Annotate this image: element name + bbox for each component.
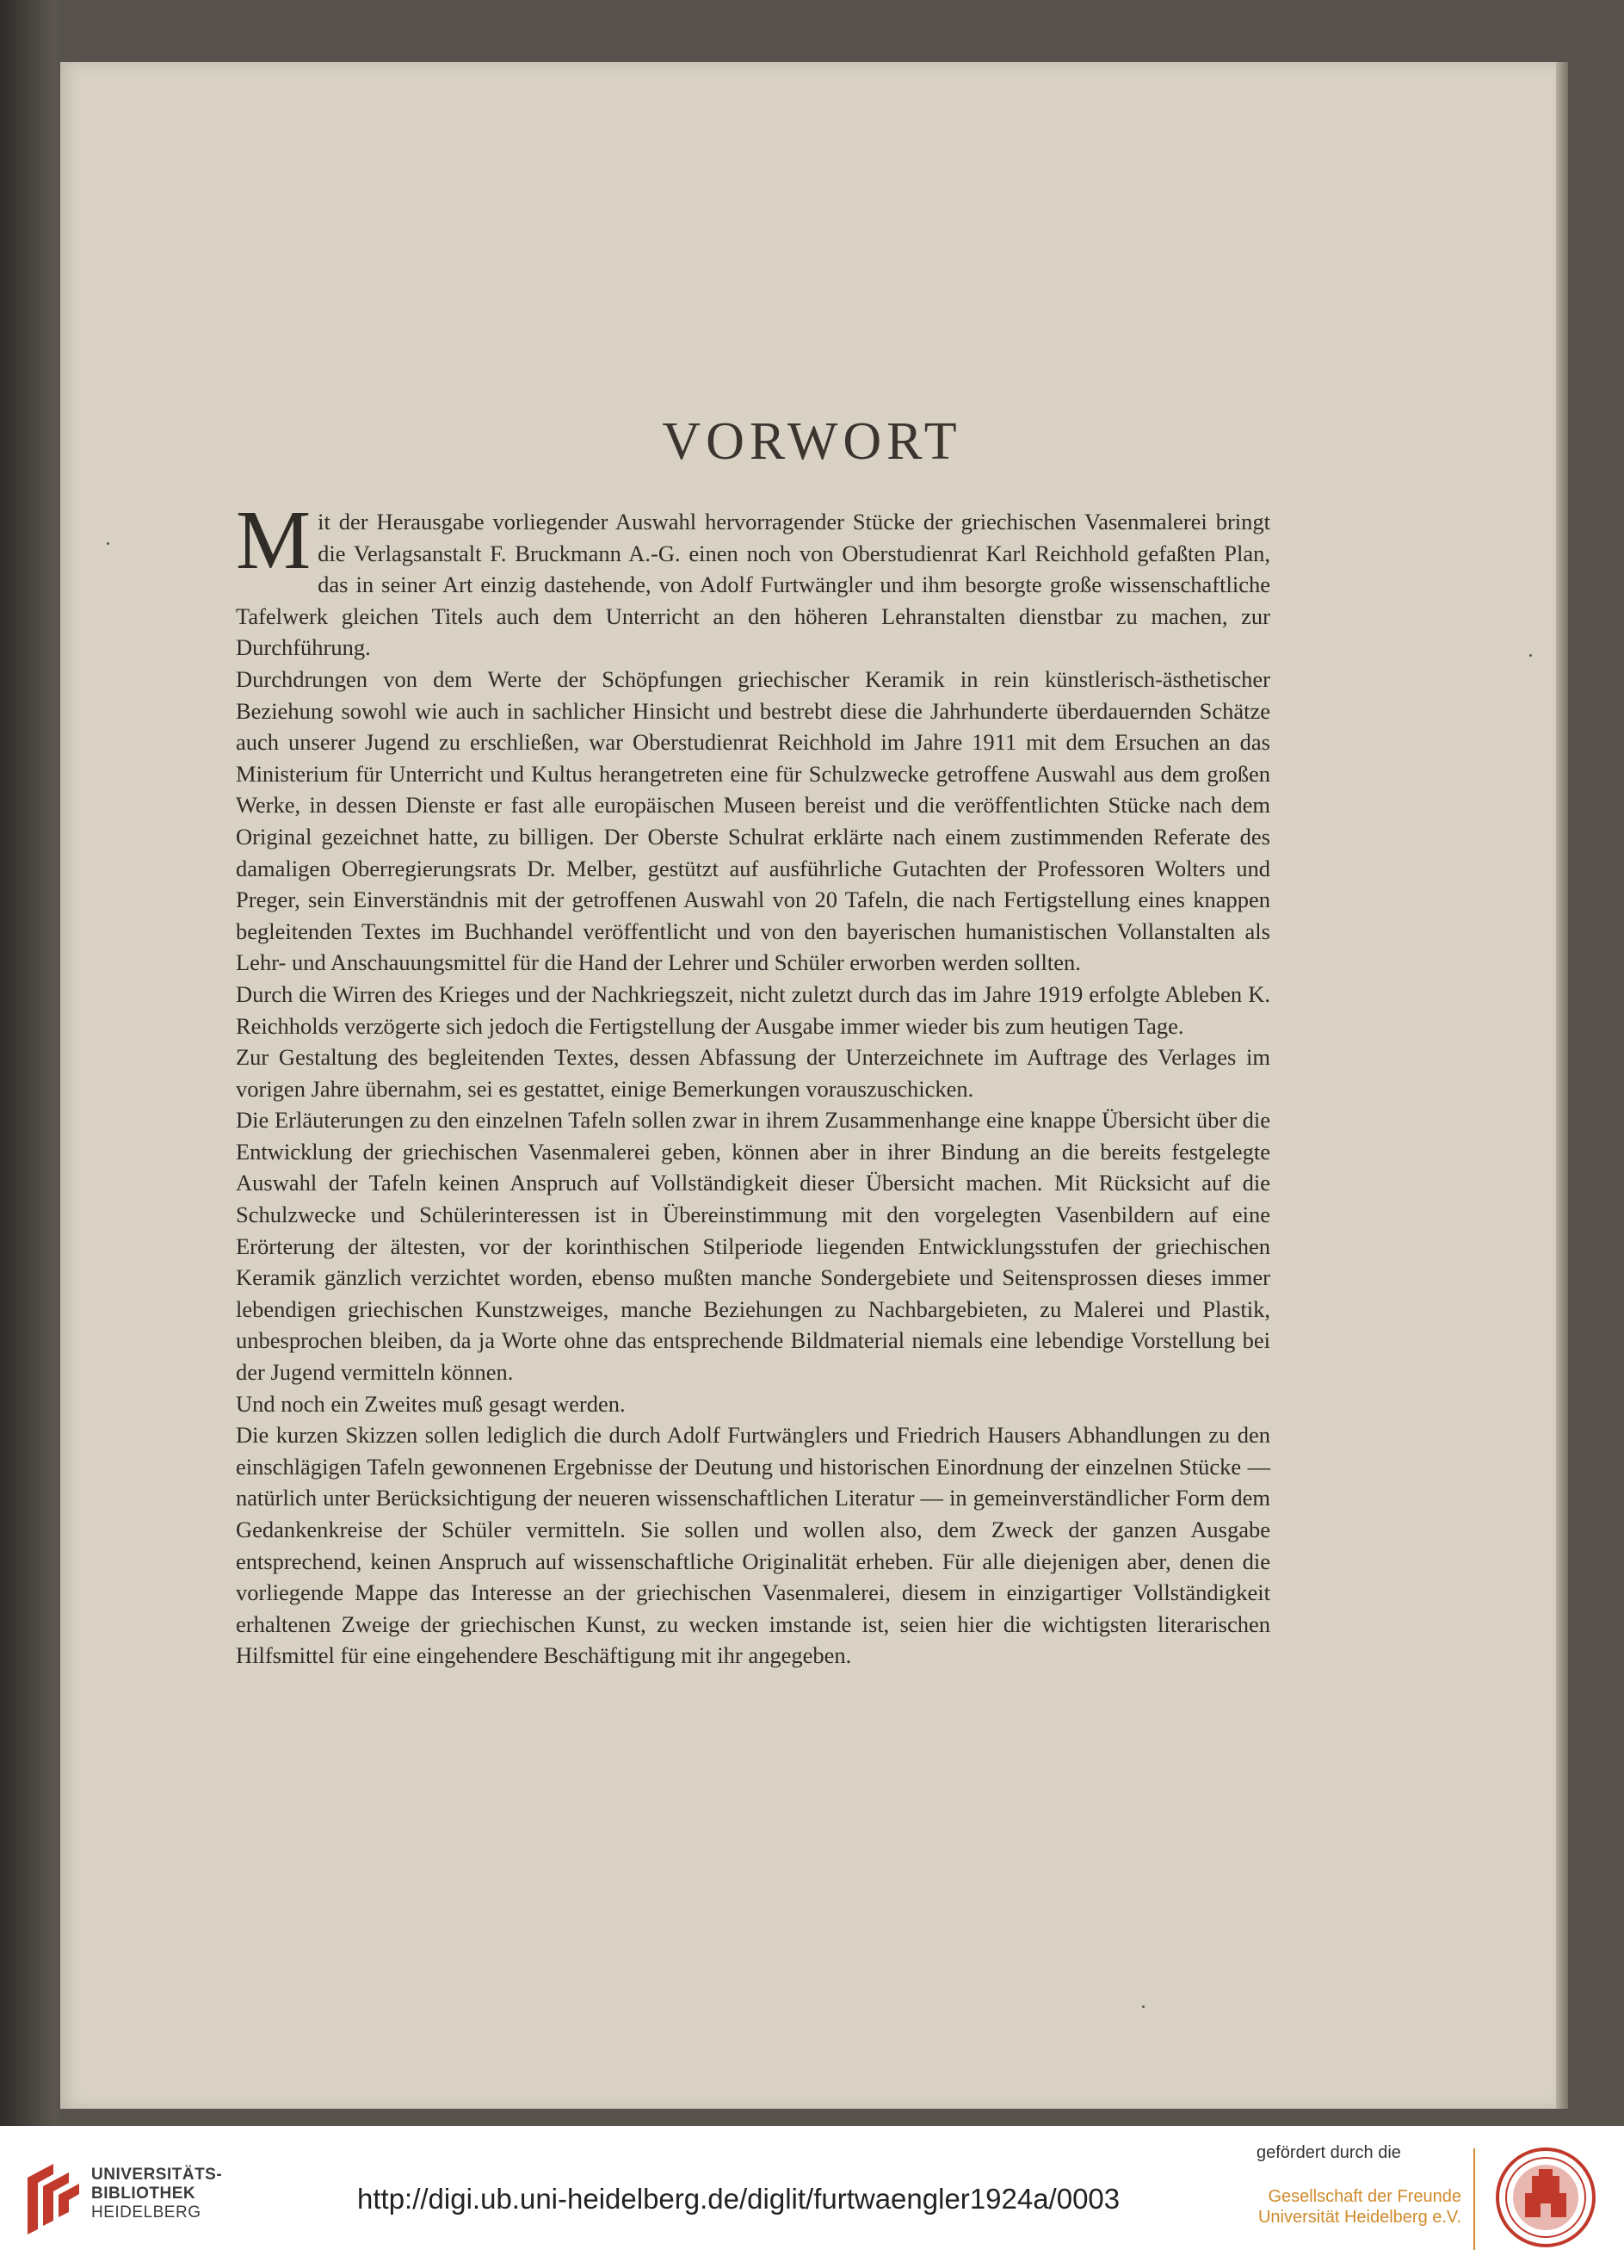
paper-speck [1578, 102, 1582, 107]
library-name[interactable] [91, 2166, 222, 2222]
preface-text [236, 494, 1270, 1672]
sponsor-name-line: Gesellschaft der Freunde [1268, 2187, 1461, 2206]
footer-bar [0, 2126, 1624, 2268]
footer-divider [1473, 2148, 1475, 2250]
paragraph: Die Erläuterungen zu den einzelnen Tafeln sollen zwar in ihrem Zusammenhange eine knappe Übersicht über die Entwicklung der griechischen Vasenmalerei geben, können aber in ihrer Bindung an die bereits festgelegte Auswahl der Tafeln keinen Anspruch auf Vollständigkeit dieser Übersicht machen. Mit Rücksicht auf die Schulzwecke und Schülerinteressen ist in Übereinstimmung mit den vorgelegten Vasenbildern auf eine Erörterung der ältesten, vor der korinthischen Stilperiode liegenden Entwicklungsstufen der griechischen Keramik gänzlich verzichtet worden, ebenso mußten manche Sondergebiete und Seitensprossen dieses immer lebendigen griechischen Kunstzweiges, manche Beziehungen zu Nachbargebieten, zu Malerei und Plastik, unbesprochen bleiben, da ja Worte ohne das entsprechende Bildmaterial niemals eine lebendige Vorstellung bei der Jugend vermitteln können. [236, 1107, 1270, 1386]
sponsor-label: gefördert durch die [1257, 2143, 1401, 2162]
university-seal-icon[interactable] [1494, 2145, 1597, 2250]
drop-cap: M [236, 494, 312, 587]
page-edge [1556, 62, 1568, 2109]
university-library-logo-icon[interactable] [19, 2160, 81, 2240]
paper-speck [107, 542, 109, 545]
paper-speck [1529, 654, 1532, 657]
library-name-line: HEIDELBERG [91, 2203, 201, 2222]
paper-speck [1142, 2005, 1145, 2008]
page-title: VORWORT [662, 412, 962, 471]
paragraph: Zur Gestaltung des begleitenden Textes, dessen Abfassung der Unterzeichnete im Auftrage des Verlages im vorigen Jahre übernahm, sei es gestattet, einige Bemerkungen vorauszuschicken. [236, 1044, 1270, 1102]
permalink-url[interactable]: http://digi.ub.uni-heidelberg.de/diglit/furtwaengler1924a/0003 [357, 2183, 1121, 2215]
paragraph: Die kurzen Skizzen sollen lediglich die durch Adolf Furtwänglers und Friedrich Hausers Abhandlungen zu den einschlägigen Tafeln gewonnenen Ergebnisse der Deutung und historischen Einordnung der einzelnen Stücke — natürlich unter Berücksichtigung der neueren wissenschaftlichen Literatur — in gemeinverständlicher Form dem Gedankenkreise der Schüler vermitteln. Sie sollen und wollen also, dem Zweck der ganzen Ausgabe entsprechend, keinen Anspruch auf wissenschaftliche Originalität erheben. Für alle diejenigen aber, denen die vorliegende Mappe das Interesse an der griechischen Vasenmalerei, diesem in einzigartiger Vollständigkeit erhaltenen Zweige der griechischen Kunst, zu wecken imstande ist, seien hier die wichtigsten literarischen Hilfsmittel für eine eingehendere Beschäftigung mit ihr angegeben. [236, 1422, 1270, 1669]
paragraph [236, 494, 1270, 664]
sponsor-name[interactable] [1238, 2186, 1461, 2228]
paragraph: Durchdrungen von dem Werte der Schöpfungen griechischer Keramik in rein künstlerisch-ästhetischer Beziehung sowohl wie auch in sachlicher Hinsicht und bestrebt diese die Jahrhunderte überdauernden Schätze auch unserer Jugend zu erschließen, war Oberstudienrat Reichhold im Jahre 1911 mit dem Ersuchen an das Ministerium für Unterricht und Kultus herangetreten eine für Schulzwecke getroffene Auswahl aus dem großen Werke, in dessen Dienste er fast alle europäischen Museen bereist und die veröffentlichten Stücke nach dem Original gezeichnet hatte, zu billigen. Der Oberste Schulrat erklärte nach einem zustimmenden Referate des damaligen Oberregierungsrats Dr. Melber, gestützt auf ausführliche Gutachten der Professoren Wolters und Preger, sein Einverständnis mit der getroffenen Auswahl von 20 Tafeln, die nach Fertigstellung eines knappen begleitenden Textes im Buchhandel veröffentlicht und von den bayerischen humanistischen Vollanstalten als Lehr- und Anschauungsmittel für die Hand der Lehrer und Schüler erworben werden sollten. [236, 665, 1270, 976]
paragraph-text: it der Herausgabe vorliegender Auswahl hervorragender Stücke der griechischen Vasenmalerei bringt die Verlagsanstalt F. Bruckmann A.-G. einen noch von Oberstudienrat Karl Reichhold gefaßten Plan, das in seiner Art einzig dastehende, von Adolf Furtwängler und ihm besorgte große wissenschaftliche Tafelwerk gleichen Titels auch dem Unterricht an den höheren Lehranstalten dienstbar zu machen, zur Durchführung. [236, 509, 1270, 661]
paragraph: Und noch ein Zweites muß gesagt werden. [236, 1390, 626, 1417]
library-name-line: BIBLIOTHEK [91, 2185, 196, 2203]
sponsor-name-line: Universität Heidelberg e.V. [1257, 2208, 1461, 2227]
library-name-line: UNIVERSITÄTS- [91, 2166, 223, 2184]
paragraph: Durch die Wirren des Krieges und der Nachkriegszeit, nicht zuletzt durch das im Jahre 1919 erfolgte Ableben K. Reichholds verzögerte sich jedoch die Fertigstellung der Ausgabe immer wieder bis zum heutigen Tage. [236, 980, 1270, 1039]
